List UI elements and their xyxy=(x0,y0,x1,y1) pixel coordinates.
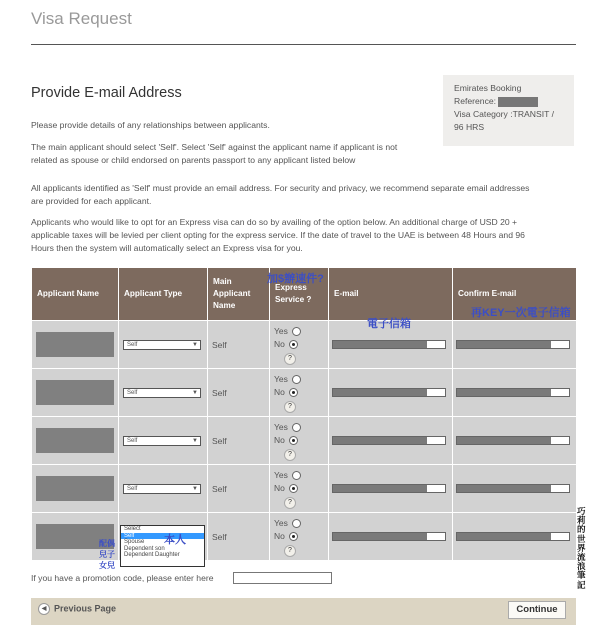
annotation-spouse: 配偶 xyxy=(99,539,115,548)
main-applicant-name: Self xyxy=(208,513,270,561)
confirm-email-input[interactable] xyxy=(456,484,570,493)
table-row xyxy=(32,321,577,369)
dropdown-option[interactable]: Spouse xyxy=(124,539,145,546)
annotation-self: 本人 xyxy=(164,534,186,546)
express-no-radio[interactable] xyxy=(289,388,298,397)
main-applicant-name: Self xyxy=(208,321,270,369)
main-applicant-name: Self xyxy=(208,417,270,465)
express-yes-radio[interactable] xyxy=(292,471,301,480)
dropdown-option[interactable]: Dependent Daughter xyxy=(124,552,180,559)
header-applicant-name: Applicant Name xyxy=(32,268,119,321)
para3-line1: Applicants who would like to opt for an Express visa can do so by availing of the option below. An additional charge of USD 20 + xyxy=(31,217,518,227)
applicant-type-select[interactable]: Self ▼ xyxy=(123,484,201,494)
header-confirm-email: Confirm E-mail xyxy=(453,268,577,321)
applicant-type-select[interactable]: Self ▼ xyxy=(123,436,201,446)
applicant-name-redacted xyxy=(36,428,114,453)
help-icon[interactable]: ? xyxy=(284,449,296,461)
applicant-name-redacted xyxy=(36,332,114,357)
promo-code-label: If you have a promotion code, please enter here xyxy=(31,573,214,583)
confirm-email-input[interactable] xyxy=(456,388,570,397)
table-row xyxy=(32,417,577,465)
promo-code-input[interactable] xyxy=(233,572,332,584)
page-title: Visa Request xyxy=(31,9,132,28)
email-input[interactable] xyxy=(332,532,446,541)
reference-redacted xyxy=(498,97,538,107)
arrow-left-icon: ◀ xyxy=(38,603,50,615)
help-icon[interactable]: ? xyxy=(284,353,296,365)
info-reference: Reference: xyxy=(454,95,574,108)
para1-line1: The main applicant should select 'Self'. Select 'Self' against the applicant name if applicant is not xyxy=(31,142,398,152)
applicant-type-dropdown-list[interactable] xyxy=(120,525,205,567)
chevron-down-icon: ▼ xyxy=(192,437,198,444)
para2-line2: are provided for each applicant. xyxy=(31,196,152,206)
express-service-cell: Yes No ? xyxy=(270,513,329,561)
info-line1: Emirates Booking xyxy=(454,83,522,93)
express-service-cell: Yes No ? xyxy=(270,321,329,369)
help-icon[interactable]: ? xyxy=(284,545,296,557)
header-applicant-type: Applicant Type xyxy=(119,268,208,321)
confirm-email-input[interactable] xyxy=(456,340,570,349)
express-yes-radio[interactable] xyxy=(292,327,301,336)
header-express-service: Express Service ? xyxy=(270,268,329,321)
express-no-radio[interactable] xyxy=(289,484,298,493)
express-service-cell: Yes No ? xyxy=(270,417,329,465)
chevron-down-icon: ▼ xyxy=(192,389,198,396)
email-input[interactable] xyxy=(332,484,446,493)
annotation-express-fee: 加$辦速件? xyxy=(267,273,324,285)
title-divider xyxy=(31,44,576,45)
confirm-email-input[interactable] xyxy=(456,532,570,541)
booking-info-box xyxy=(443,75,574,146)
info-category: Visa Category :TRANSIT / xyxy=(454,109,554,119)
dropdown-option-selected[interactable]: Self xyxy=(121,533,204,540)
main-applicant-name: Self xyxy=(208,369,270,417)
intro-text: Please provide details of any relationships between applicants. xyxy=(31,120,270,130)
previous-page-button[interactable]: ◀ Previous Page xyxy=(38,603,116,615)
chevron-down-icon: ▼ xyxy=(192,485,198,492)
header-email: E-mail xyxy=(329,268,453,321)
watermark-text: 巧莉的世界流浪筆記 xyxy=(577,507,586,591)
dropdown-option[interactable]: Dependent son xyxy=(124,545,165,552)
email-input[interactable] xyxy=(332,340,446,349)
express-no-radio[interactable] xyxy=(289,532,298,541)
para3-line3: Hours then the system will automatically select an Express visa for you. xyxy=(31,243,303,253)
continue-button[interactable]: Continue xyxy=(508,601,566,619)
header-main-applicant: Main Applicant Name xyxy=(208,268,270,321)
express-service-cell: Yes No ? xyxy=(270,369,329,417)
para2-line1: All applicants identified as 'Self' must provide an email address. For security and privacy, we recommend separate email addresses xyxy=(31,183,530,193)
chevron-down-icon: ▼ xyxy=(192,341,198,348)
express-no-radio[interactable] xyxy=(289,340,298,349)
help-icon[interactable]: ? xyxy=(284,497,296,509)
para1-line2: related as spouse or child endorsed on parents passport to any applicant listed below xyxy=(31,155,356,165)
table-row xyxy=(32,369,577,417)
dropdown-option[interactable]: Select xyxy=(124,526,141,532)
express-no-radio[interactable] xyxy=(289,436,298,445)
annotation-confirm-email: 再KEY一次電子信箱 xyxy=(471,307,571,319)
express-yes-radio[interactable] xyxy=(292,375,301,384)
email-input[interactable] xyxy=(332,436,446,445)
para3-line2: applicable taxes will be levied per client opting for the express service. If the date of travel to the UAE is between 48 Hours and 96 xyxy=(31,230,525,240)
info-duration: 96 HRS xyxy=(454,122,485,132)
email-input[interactable] xyxy=(332,388,446,397)
table-row xyxy=(32,465,577,513)
main-applicant-name: Self xyxy=(208,465,270,513)
help-icon[interactable]: ? xyxy=(284,401,296,413)
annotation-son: 兒子 xyxy=(99,550,115,559)
express-yes-radio[interactable] xyxy=(292,423,301,432)
annotation-daughter: 女兒 xyxy=(99,561,115,570)
applicant-name-redacted xyxy=(36,476,114,501)
express-yes-radio[interactable] xyxy=(292,519,301,528)
express-service-cell: Yes No ? xyxy=(270,465,329,513)
applicant-name-redacted xyxy=(36,380,114,405)
annotation-email: 電子信箱 xyxy=(367,318,411,330)
confirm-email-input[interactable] xyxy=(456,436,570,445)
applicant-type-select[interactable]: Self ▼ xyxy=(123,388,201,398)
section-title: Provide E-mail Address xyxy=(31,85,182,101)
applicant-type-select[interactable]: Self ▼ xyxy=(123,340,201,350)
